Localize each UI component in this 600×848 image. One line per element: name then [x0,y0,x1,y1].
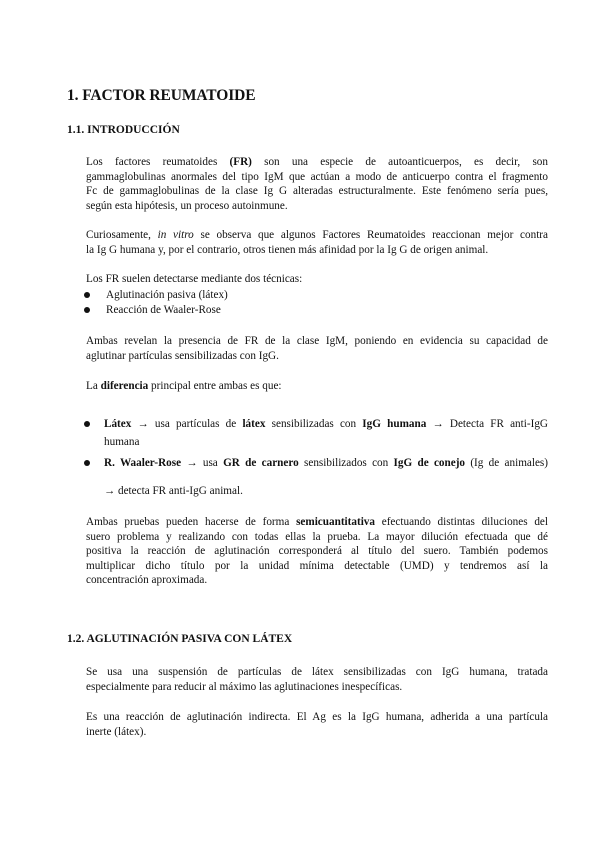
difference-bold: diferencia [100,380,149,392]
text-span: → usa [181,457,224,469]
text-span: Látex [104,418,132,430]
text-span: (Ig de animales) [465,457,549,469]
text-line: positiva la reacción de aglutinación corresponderá al título del suero. También podemos [86,545,548,558]
text-line: inerte (látex). [86,725,147,738]
text-span: látex [242,418,266,430]
bullet-icon [84,460,90,466]
text-span: IgG de conejo [393,457,466,469]
difference-item-waaler-rose [86,453,548,501]
text-line: gammaglobulinas anormales del tipo IgM que actúan a modo de anticuerpo contra el fragmento [86,170,548,183]
text-span: IgG humana [362,418,427,430]
text-span: sensibilizados con [298,457,394,469]
text-line [104,414,548,434]
text-line: Ambas revelan la presencia de FR de la clase IgM, poniendo en evidencia su capacidad de [86,335,548,347]
text-span: se observa que algunos Factores Reumatoides reaccionan mejor contra [193,229,548,241]
text-span: Ambas pruebas pueden hacerse de forma [86,516,297,528]
difference-item-latex [86,414,548,450]
paragraph-indirect-agglutination [86,710,548,739]
text-line: Se usa una suspensión de partículas de látex sensibilizadas con IgG humana, tratada [86,666,548,678]
text-line [86,155,548,170]
techniques-intro: Los FR suelen detectarse mediante dos técnicas: [86,273,303,285]
text-span: → Detecta FR anti-IgG [426,418,548,430]
text-line: Es una reacción de aglutinación indirecta. El Ag es la IgG humana, adherida a una partícula [86,711,548,723]
text-span: sensibilizadas con [265,418,363,430]
semicuantitativa-bold: semicuantitativa [296,516,375,528]
text-line: Fc de gammaglobulinas de la clase Ig G alteradas estructuralmente. Este fenómeno sería pues, [86,185,548,198]
text-span: principal entre ambas es que: [148,380,282,392]
text-span: son una especie de autoanticuerpos, es decir, son [251,156,548,168]
bullet-icon [84,307,90,313]
paragraph-latex-suspension [86,665,548,694]
fr-abbrev: (FR) [229,156,252,168]
text-line [104,453,548,473]
text-line [86,228,548,243]
text-span: R. Waaler-Rose [104,457,182,469]
text-line: aglutinar partículas sensibilizadas con IgG. [86,349,279,362]
text-line: especialmente para reducir al máximo las aglutinaciones inespecíficas. [86,680,403,693]
text-span: → usa partículas de [131,418,243,430]
text-line: → detecta FR anti-IgG animal. [104,485,243,497]
intro-heading: 1.1. INTRODUCCIÓN [67,124,180,136]
text-span: La [86,380,101,392]
paragraph-difference [86,379,548,394]
text-line: la Ig G humana y, por el contrario, otros tienen más afinidad por la Ig G de origen animal. [86,243,489,256]
bullet-icon [84,292,90,298]
paragraph-semiquantitative [86,515,548,588]
list-item-label: Reacción de Waaler-Rose [106,304,221,316]
text-line [86,515,548,530]
latex-heading: 1.2. AGLUTINACIÓN PASIVA CON LÁTEX [67,633,293,645]
text-span: GR de carnero [223,457,299,469]
paragraph-fr-definition [86,155,548,213]
bullet-icon [84,421,90,427]
paragraph-both-reveal [86,334,548,363]
text-line: suero problema y realizando con todas ellas la prueba. La mayor dilución efectuada que dé [86,530,548,543]
paragraph-in-vitro [86,228,548,257]
text-span: efectuando distintas diluciones del [375,516,548,528]
text-span: Los factores reumatoides [86,156,230,168]
text-line: concentración aproximada. [86,574,208,587]
list-item-label: Aglutinación pasiva (látex) [106,289,228,301]
in-vitro-italic: in vitro [157,229,194,241]
text-line: multiplicar dicho título por la unidad mínima detectable (UMD) y tendremos así la [86,559,548,572]
text-line: según esta hipótesis, un proceso autoinmune. [86,199,288,212]
text-span: Curiosamente, [86,229,158,241]
text-line: humana [104,436,140,448]
main-title: 1. FACTOR REUMATOIDE [67,87,256,104]
